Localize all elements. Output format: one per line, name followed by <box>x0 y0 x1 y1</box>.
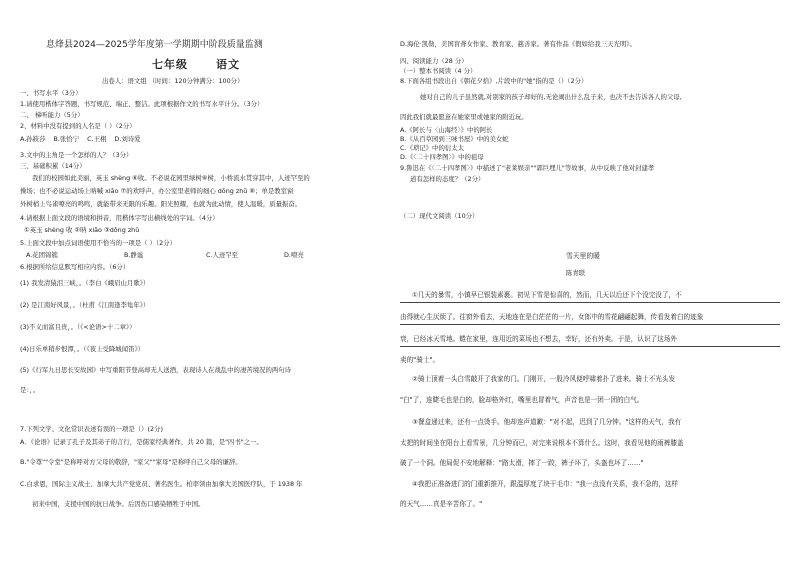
question-6: 6.根据所给信息默写相应内容。（6分） <box>20 263 130 271</box>
grade-label: 七年级 <box>152 58 188 71</box>
question-2: 2、材料中没有提到的人名是（ ）（2分） <box>20 122 136 130</box>
subject-label: 语文 <box>216 58 240 71</box>
section-4-subtitle: （二）现代文阅读（10分） <box>400 212 479 220</box>
question-5-option: A.花团锦簇 <box>26 251 58 259</box>
question-6-item: (5)《行军九日思长安故园》中写重阳节登高却无人送酒，表现诗人在战乱中的凄苦境况的两句诗 <box>20 366 292 374</box>
exam-title: 息烽县2024—2025学年度第一学期期中阶段质量监测 <box>46 40 263 50</box>
question-8-excerpt: 她对自己的儿子虽然就,对别家的孩子却好的,无论闹出什么乱子来，也决不去告诉各人的父母, <box>420 93 682 101</box>
article-line: 的天气……真是辛苦你了。" <box>400 500 483 508</box>
section-2-title: 二、 梯听能力（5分） <box>20 111 84 119</box>
question-7: 7.下列文学、文化常识表述有误的一项是（）(2分) <box>20 425 163 433</box>
article-line: ③餐盒递过来，还有一点烫手。他却连声道歉："对不起，迟到了几分钟。"这样的天气，我有 <box>412 418 682 426</box>
question-7-option: D.海伦·凯勒，美国盲聋女作家、教育家、慈善家。著有作品《假如给我三天光明》。 <box>400 40 636 48</box>
question-7-option: C.白求恩，国际主义战士、加拿大共产党党员、著名医生。柏率领由加拿大美国医疗队，于 1938 年 <box>20 480 303 488</box>
question-2-options: A.孙筱莎 B.张恰宁 C.王栩 D.刘诗爱 <box>20 135 141 143</box>
question-5: 5.上面文段中加点词语使用不恰当的一项是（ ）（2分） <box>20 239 176 247</box>
section-4-title: 四、阅读能力（28 分） <box>400 57 468 65</box>
question-6-item: (4)日乐单稍步恨潭，。（《夜上受降城闻笛》） <box>20 345 145 353</box>
article-line: 太把的时间坐在阳台上看雪景，几分钟而已，对完来说根本不算什么。这时，我看见他的雨裤膝盖 <box>400 439 684 447</box>
question-6-item: (3)不义而富且贵，。（《<论语>十二章》） <box>20 323 136 331</box>
section-3-title: 三、基础积累（14分） <box>20 162 86 170</box>
passage-line: 我们的校园如此美丽，英玉 shèng ⑥收。不必说花园里绿树⑥树，小桥流水贯穿其中，人迹罕至的 <box>32 174 310 182</box>
question-1: 1.请使用楷体字答题，书写规范、端正、整洁。此项根据作文的书写水平计分。（3分） <box>20 100 264 108</box>
article-author: 陈青联 <box>566 269 586 277</box>
question-5-option: C.人迹罕至 <box>206 251 239 259</box>
underline <box>400 302 780 303</box>
question-7-option: A．《论语》记录了孔子及其弟子的言行，是儒家经典著作，共 20 篇，是"四书"之一。 <box>20 438 263 446</box>
question-4: 4.请根据上面文段的语境和拼音，用楷体字写出横线处的字词。（4分） <box>20 214 219 222</box>
question-6-item: (2) 是江南好风景，。（杜甫《江南逢李龟年》） <box>20 301 150 309</box>
underline <box>400 346 780 347</box>
question-7-option: 初来中国，支援中国的抗日战争。后因伤口感染牺牲于中国。 <box>32 500 205 508</box>
underline <box>400 324 780 325</box>
question-8-excerpt: 因此我们就最愿意在她家里或她家的附近玩。 <box>400 113 528 121</box>
question-3: 3.文中的主角是一个怎样的人？（3分） <box>20 151 133 159</box>
section-4-subtitle: （一）整本书阅读（4 分） <box>400 67 477 75</box>
article-line: 衰，已经冰天雪地。蜷在家里，连用近的菜场也不想去，幸好，还有外卖。于是，认识了这场外 <box>400 335 677 343</box>
question-8-option: C.《琐记》中的衍太太 <box>400 144 465 152</box>
article-line: ①几天的暴雪，小镇早已银装素裹。初见下雪是惊喜的，然而，几天以后还下个没完没了，不 <box>412 291 682 299</box>
question-6-item: (1) 我发清猿泪三峡，。（李白《峨眉山月歌》） <box>20 279 150 287</box>
question-9: 9.鲁迅在《〈二十四孝图〉》中描述了"老莱娱亲""郭巨埋儿"等故事，从中反映了他对封建孝 <box>400 164 655 172</box>
question-8-option: A.《阿长与〈山海经〉》中的阿长 <box>400 126 493 134</box>
article-line: ④我把正准备进门的门重新推开，跟温厚度了块干毛巾："我一点没有关系，我不急的，这样 <box>412 480 679 488</box>
article-line: 破了一个洞。他局促不安地解释："路太滑，摔了一跤，裤子坏了，头盔也坏了……" <box>400 459 644 467</box>
question-9: 道有怎样的态度？（2分） <box>410 175 485 183</box>
article-line: "白"了，连睫毛也是白的，脸却格外红，嘴里也冒着气，声音也是一团一团的白气。 <box>400 396 644 404</box>
question-5-option: B.静谧 <box>124 251 144 259</box>
passage-line: 操场；也不必说运动场上呐喊 xiāo ⑦的欢呼声，办公室里老师的细心 dǒng zhǔ ⑧；单是教室窗 <box>20 187 294 195</box>
question-7-option: B."令尊""令堂"是称呼对方父母的敬辞，"家父""家母"是称呼自己父母的谦辞。 <box>20 458 242 466</box>
article-line: 由得就心生厌烦了。往窗外看去，天地连在是白茫茫的一片，女郎中的雪花翩翩起舞，传看发着白的迹象 <box>400 313 704 321</box>
question-6-item: 是：，。 <box>20 386 40 394</box>
article-line: ②骑士顶着一头白雪敲开了我家的门。门刚开，一股冷风便呼啸着扑了进来。骑士不光头发 <box>412 375 676 383</box>
question-8: 8.下面各组书段出自《朝花夕拾》,片段中的"她"指的是（）（2分） <box>400 77 588 85</box>
question-5-option: D.嘹亮 <box>284 251 304 259</box>
article-title: 雪天里的暖 <box>566 252 600 260</box>
passage-line: 外树梢上鸟雀嘹亮的鸣鸣，就能带来无限的乐趣。阳光照耀，也就为此动情，使人温暖，质量振奋。 <box>20 200 302 208</box>
question-8-option: D.《〈二十四孝图〉》中的祖母 <box>400 153 484 161</box>
exam-meta: 出卷人：语文组 （时间：120分钟满分：100分） <box>102 77 244 85</box>
question-8-option: B.《从百草园到三味书屋》中的美女蛇 <box>400 135 509 143</box>
section-1-title: 一、书写水平（3分） <box>20 89 82 97</box>
article-line: 卖的"骑士"。 <box>400 356 440 364</box>
question-4-items: ①英玉 shèng 收 ②呐 xiāo ③dǒng zhǔ <box>24 226 140 234</box>
